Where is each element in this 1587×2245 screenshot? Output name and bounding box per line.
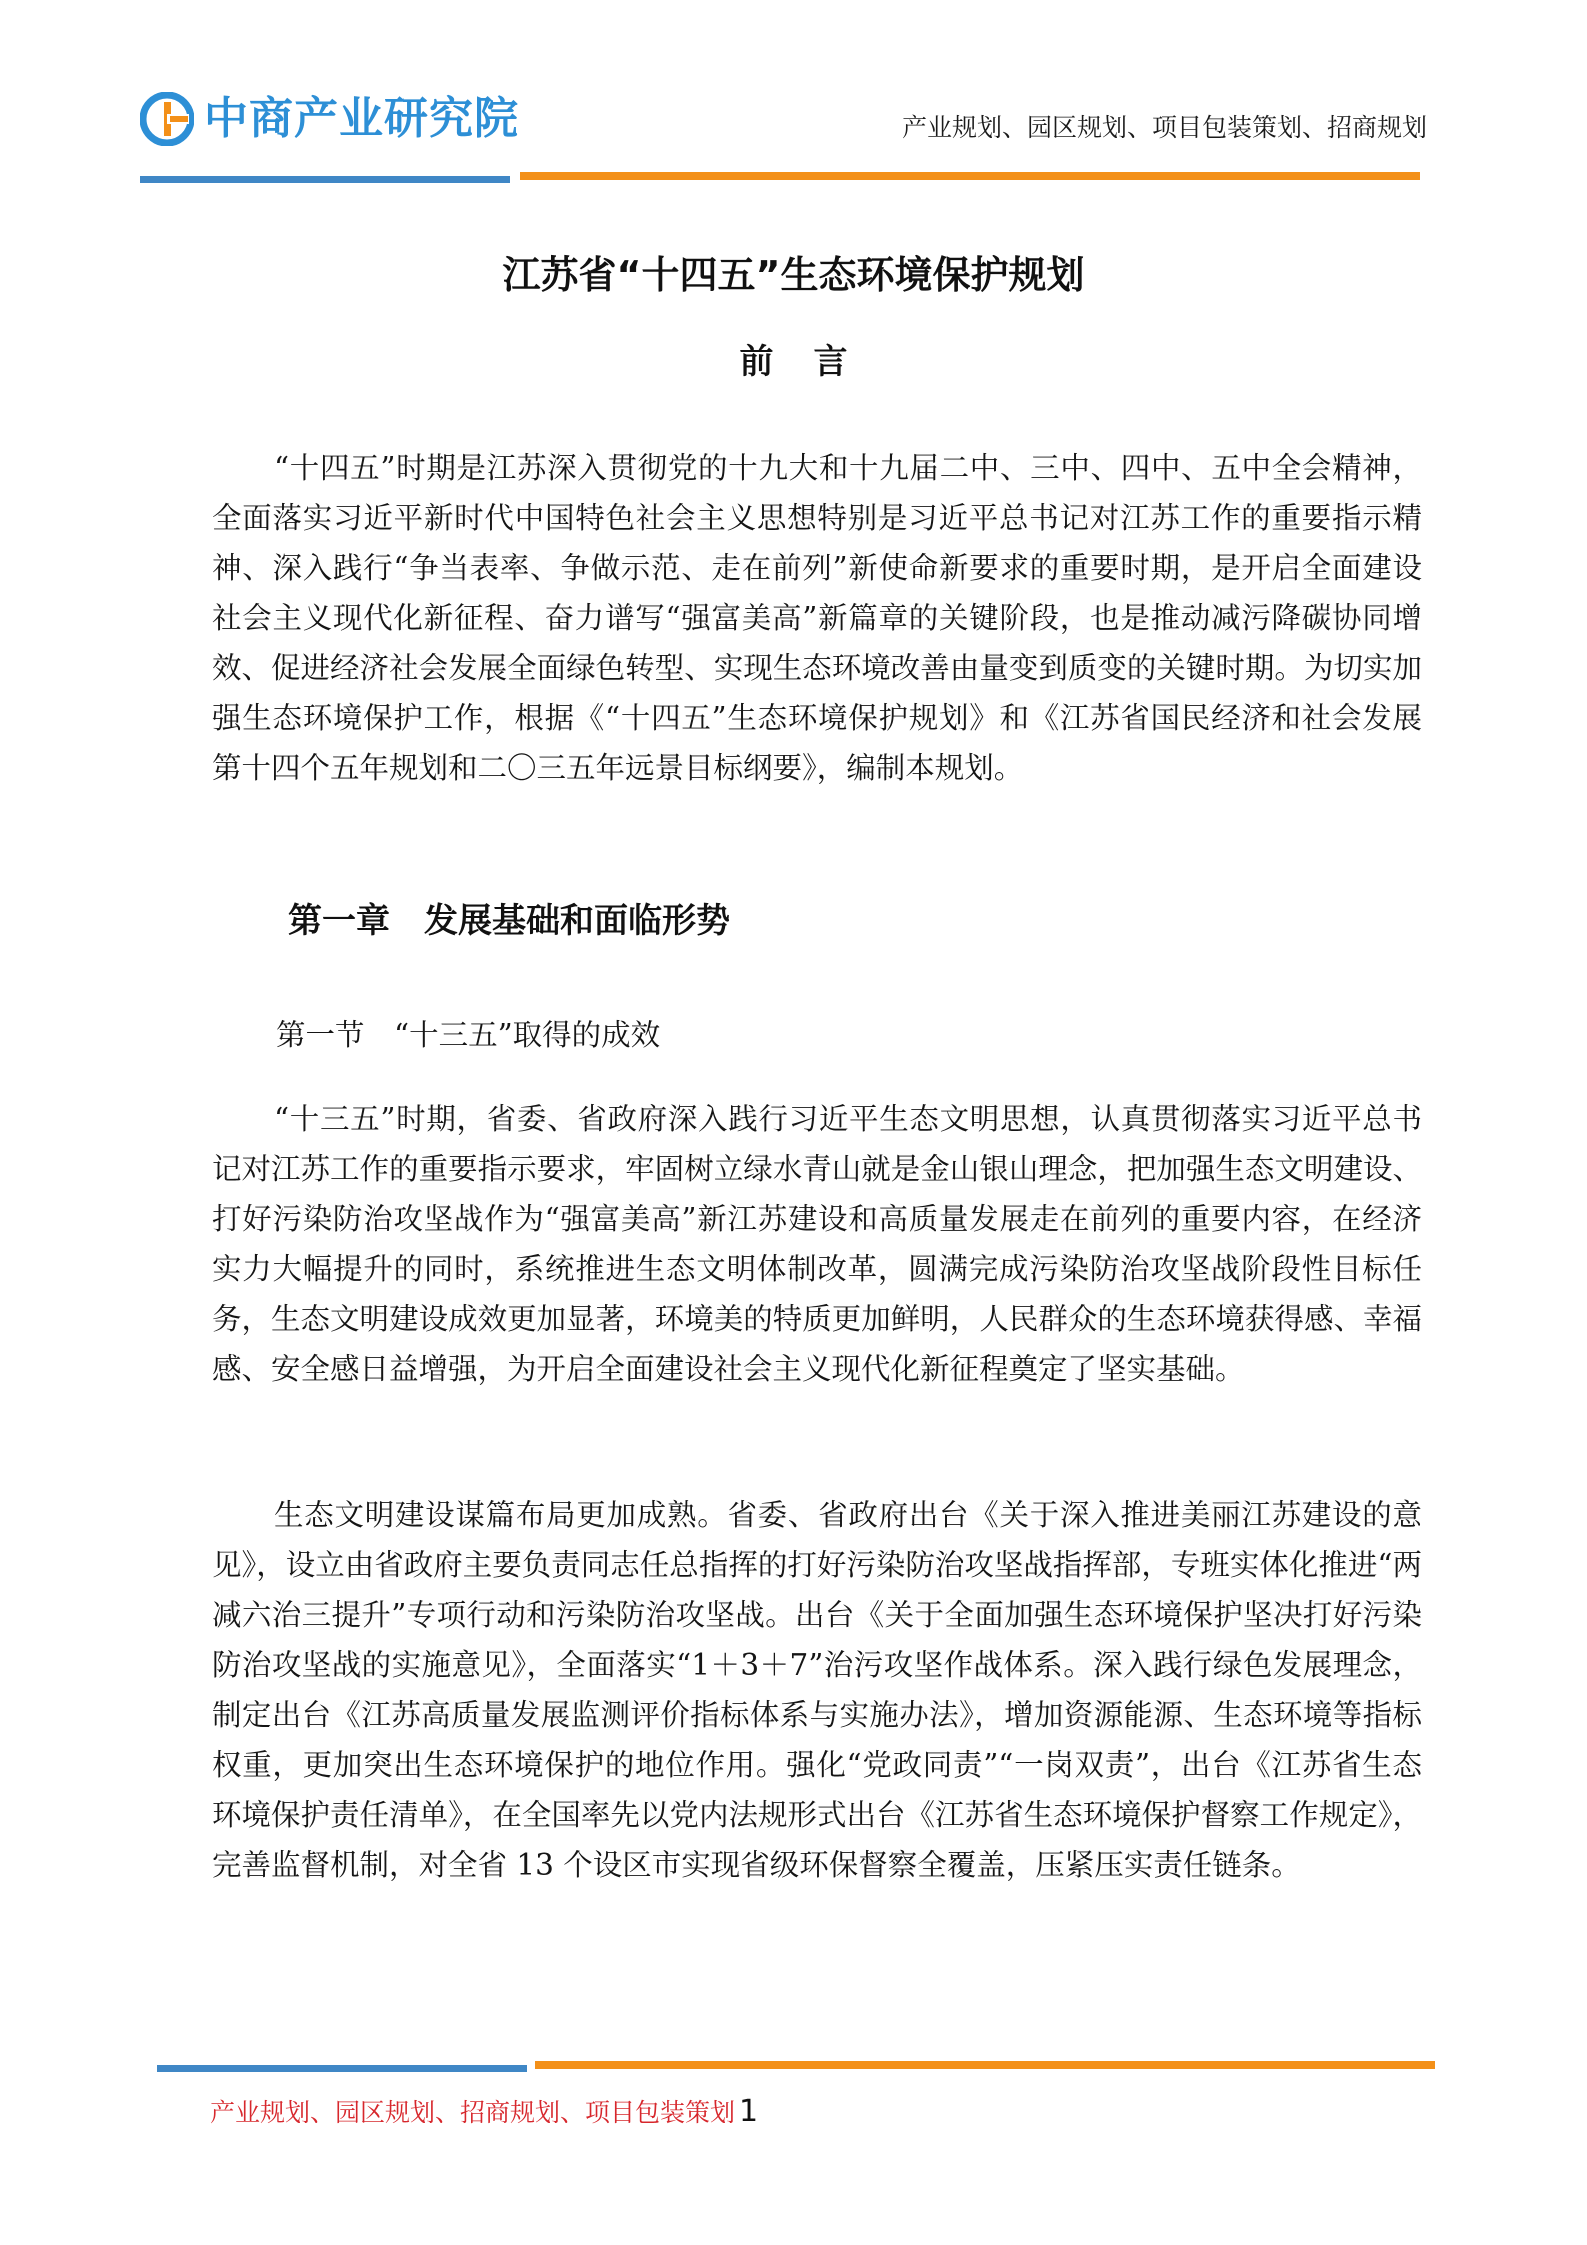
section-paragraph-2: 生态文明建设谋篇布局更加成熟。省委、省政府出台《关于深入推进美丽江苏建设的意见》，设立由省政府主要负责同志任总指挥的打好污染防治攻坚战指挥部，专班实体化推进“两减六治三提升”专项行动和污染防治攻坚战。出台《关于全面加强生态环境保护坚决打好污染防治攻坚战的实施意见》，全面落实“1＋3＋7”治污攻坚作战体系。深入践行绿色发展理念，制定出台《江苏高质量发展监测评价指标体系与实施办法》，增加资源能源、生态环境等指标权重，更加突出生态环境保护的地位作用。强化“党政同责”“一岗双责”，出台《江苏省生态环境保护责任清单》，在全国率先以党内法规形式出台《江苏省生态环境保护督察工作规定》，完善监督机制，对全省 13 个设区市实现省级环保督察全覆盖，压紧压实责任链条。	[212, 1498, 1422, 1882]
page-number: 1	[739, 2094, 759, 2129]
footer-slogan: 产业规划、园区规划、招商规划、项目包装策划	[210, 2098, 736, 2127]
document-title: 江苏省“十四五”生态环境保护规划	[502, 253, 1085, 297]
footer	[210, 2093, 758, 2129]
footer-rule-blue	[157, 2065, 527, 2072]
section-paragraph-1: “十三五”时期，省委、省政府深入践行习近平生态文明思想，认真贯彻落实习近平总书记对江苏工作的重要指示要求，牢固树立绿水青山就是金山银山理念，把加强生态文明建设、打好污染防治攻坚战作为“强富美高”新江苏建设和高质量发展走在前列的重要内容，在经济实力大幅提升的同时，系统推进生态文明体制改革，圆满完成污染防治攻坚战阶段性目标任务，生态文明建设成效更加显著，环境美的特质更加鲜明，人民群众的生态环境获得感、幸福感、安全感日益增强，为开启全面建设社会主义现代化新征程奠定了坚实基础。	[212, 1102, 1422, 1386]
footer-rule-orange	[535, 2061, 1435, 2069]
logo-mark-icon	[140, 92, 194, 146]
logo-text: 中商产业研究院	[204, 93, 519, 144]
section-title: 第一节 “十三五”取得的成效	[276, 1018, 661, 1052]
logo	[140, 88, 519, 150]
preface-paragraph: “十四五”时期是江苏深入贯彻党的十九大和十九届二中、三中、四中、五中全会精神，全面落实习近平新时代中国特色社会主义思想特别是习近平总书记对江苏工作的重要指示精神、深入践行“争当表率、争做示范、走在前列”新使命新要求的重要时期，是开启全面建设社会主义现代化新征程、奋力谱写“强富美高”新篇章的关键阶段，也是推动减污降碳协同增效、促进经济社会发展全面绿色转型、实现生态环境改善由量变到质变的关键时期。为切实加强生态环境保护工作，根据《“十四五”生态环境保护规划》和《江苏省国民经济和社会发展第十四个五年规划和二〇三五年远景目标纲要》，编制本规划。	[212, 451, 1422, 785]
header-rule-blue	[140, 176, 510, 183]
header-slogan: 产业规划、园区规划、项目包装策划、招商规划	[901, 113, 1427, 142]
chapter-title: 第一章 发展基础和面临形势	[288, 901, 730, 941]
header-rule-orange	[520, 172, 1420, 180]
preface-title: 前言	[739, 342, 888, 382]
